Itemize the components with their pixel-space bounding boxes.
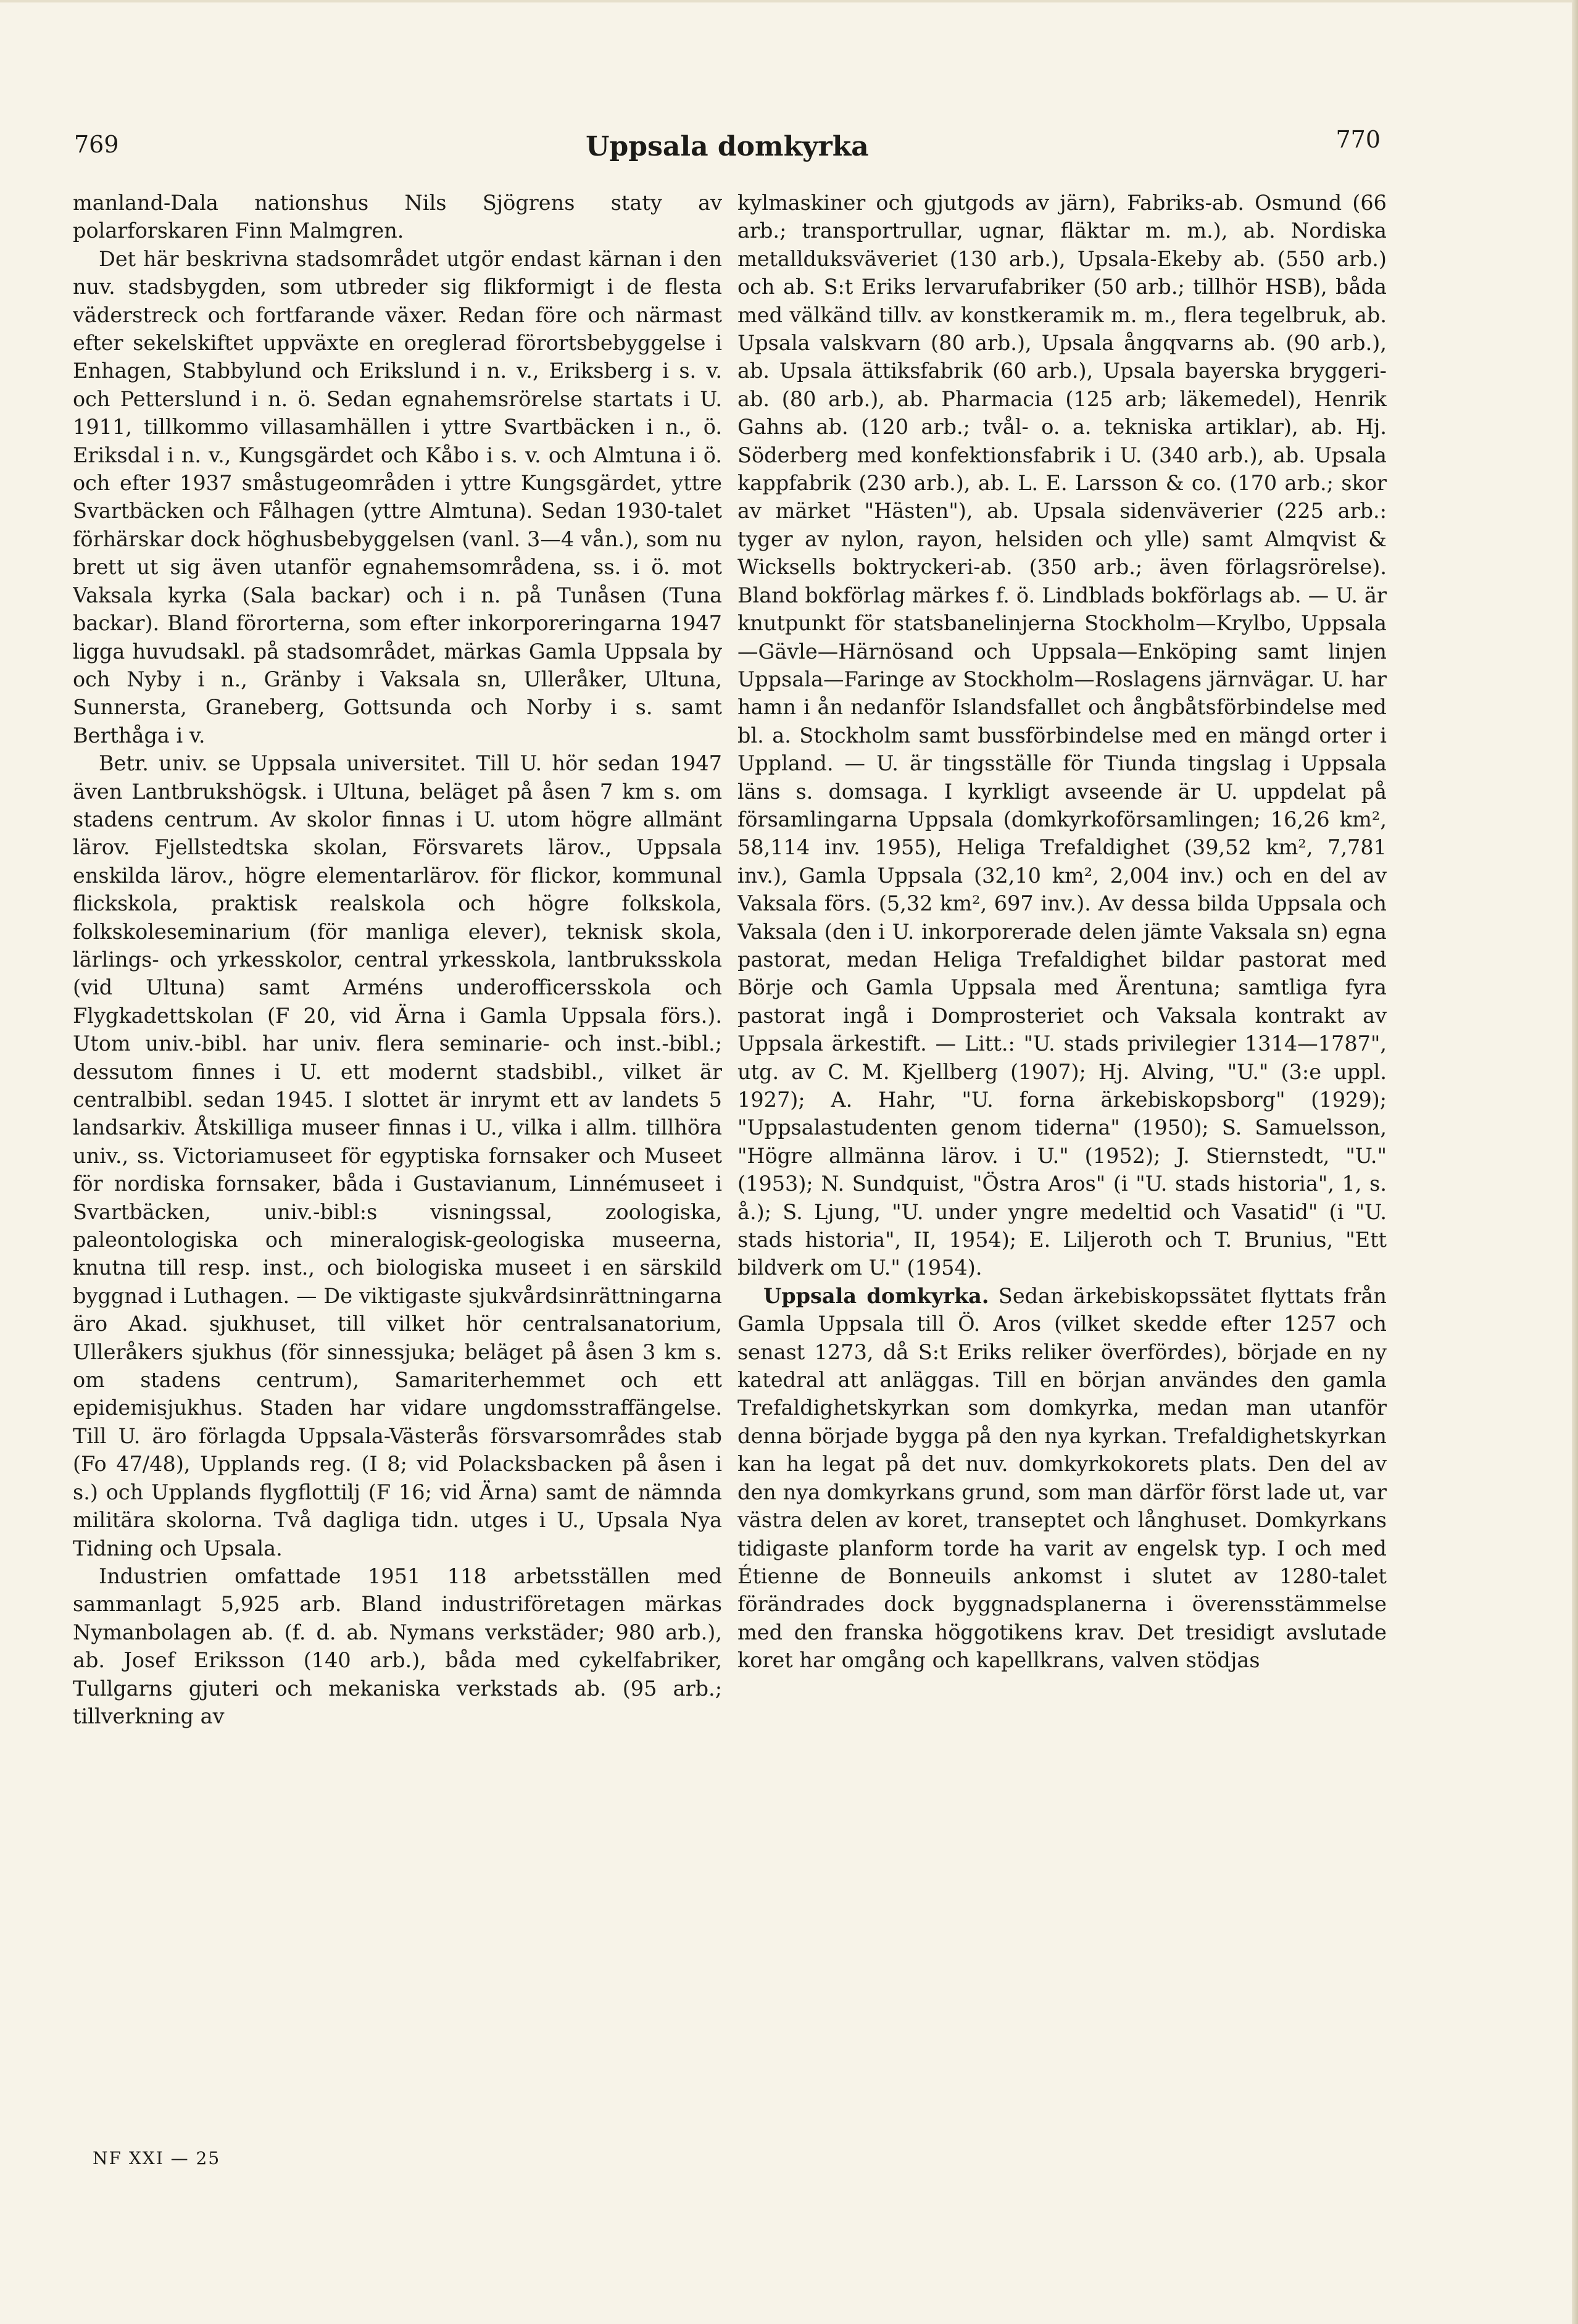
top-edge	[0, 0, 1578, 2]
page-header	[74, 126, 1381, 168]
paragraph: Betr. univ. se Uppsala universitet. Till U. hör sedan 1947 även Lantbrukshögsk. i Ultuna, beläget på åsen 7 km s. om stadens centrum. Av skolor finnas i U. utom högre allmänt lärov. Fjellstedtska skolan, Försvarets lärov., Uppsala enskilda lärov., högre elementarlärov. för flickor, kommunal flickskola, praktisk realskola och högre folkskola, folkskoleseminarium (för manliga elever), teknisk skola, lärlings- och yrkesskolor, central yrkesskola, lantbruksskola (vid Ultuna) samt Arméns underofficersskola och Flygkadettskolan (F 20, vid Ärna i Gamla Uppsala förs.). Utom univ.-bibl. har univ. flera seminarie- och inst.-bibl.; dessutom finnes i U. ett modernt stadsbibl., vilket är centralbibl. sedan 1945. I slottet är inrymt ett av landets 5 landsarkiv. Åtskilliga museer finnas i U., vilka i allm. tillhöra univ., ss. Victoriamuseet för egyptiska fornsaker och Museet för nordiska fornsaker, båda i Gustavianum, Linnémuseet i Svartbäcken, univ.-bibl:s visningssal, zoologiska, paleontologiska och mineralogisk-geologiska museerna, knutna till resp. inst., och biologiska museet i en särskild byggnad i Luthagen. — De viktigaste sjukvårdsinrättningarna äro Akad. sjukhuset, till vilket hör centralsanatorium, Ulleråkers sjukhus (för sinnessjuka; beläget på åsen 3 km s. om stadens centrum), Samariterhemmet och ett epidemisjukhus. Staden har vidare ungdomsstraffängelse. Till U. äro förlagda Uppsala-Västerås försvarsområdes stab (Fo 47/48), Upplands reg. (I 8; vid Polacksbacken på åsen i s.) och Upplands flygflottilj (F 16; vid Ärna) samt de nämnda militära skolorna. Två dagliga tidn. utges i U., Upsala Nya Tidning och Upsala.	[73, 751, 722, 1560]
right-column	[737, 189, 1387, 2127]
entry-headword: Uppsala domkyrka.	[763, 1283, 989, 1308]
article-entry	[737, 1282, 1387, 1675]
paragraph: Det här beskrivna stadsområdet utgör endast kärnan i den nuv. stadsbygden, som utbreder sig flikformigt i de flesta väderstreck och fortfarande växer. Redan före och närmast efter sekelskiftet uppväxte en oreglerad förortsbebyggelse i Enhagen, Stabbylund och Erikslund i n. v., Eriksberg i s. v. och Petterslund i n. ö. Sedan egnahemsrörelse startats i U. 1911, tillkommo villasamhällen i yttre Svartbäcken i n., ö. Eriksdal i n. v., Kungsgärdet och Kåbo i s. v. och Almtuna i ö. och efter 1937 småstugeområden i yttre Kungsgärdet, yttre Svartbäcken och Fålhagen (yttre Almtuna). Sedan 1930-talet förhärskar dock höghusbebyggelsen (vanl. 3—4 vån.), som nu brett ut sig även utanför egnahemsområdena, ss. i ö. mot Vaksala kyrka (Sala backar) och i n. på Tunåsen (Tuna backar). Bland förorterna, som efter inkorporeringarna 1947 ligga huvudsakl. på stadsområdet, märkas Gamla Uppsala by och Nyby i n., Gränby i Vaksala sn, Ulleråker, Ultuna, Sunnersta, Graneberg, Gottsunda och Norby i s. samt Berthåga i v.	[73, 246, 722, 748]
left-column	[73, 189, 722, 2127]
printer-signature: NF XXI — 25	[93, 2148, 221, 2168]
paragraph: kylmaskiner och gjutgods av järn), Fabriks-ab. Osmund (66 arb.; transportrullar, ugnar, fläktar m. m.), ab. Nordiska metallduksväveriet (130 arb.), Upsala-Ekeby ab. (550 arb.) och ab. S:t Eriks lervarufabriker (50 arb.; tillhör HSB), båda med välkänd tillv. av konstkeramik m. m., flera tegelbruk, ab. Upsala valskvarn (80 arb.), Upsala ångqvarns ab. (90 arb.), ab. Upsala ättiksfabrik (60 arb.), Upsala bayerska bryggeri-ab. (80 arb.), ab. Pharmacia (125 arb; läkemedel), Henrik Gahns ab. (120 arb.; tvål- o. a. tekniska artiklar), ab. Hj. Söderberg med konfektionsfabrik i U. (340 arb.), ab. Upsala kappfabrik (230 arb.), ab. L. E. Larsson & co. (170 arb.; skor av märket "Hästen"), ab. Upsala sidenväverier (225 arb.: tyger av nylon, rayon, helsiden och ylle) samt Almqvist & Wicksells boktryckeri-ab. (350 arb.; även förlagsrörelse). Bland bokförlag märkes f. ö. Lindblads bokförlags ab. — U. är knutpunkt för statsbanelinjerna Stockholm—Krylbo, Uppsala—Gävle—Härnösand och Uppsala—Enköping samt linjen Uppsala—Faringe av Stockholm—Roslagens järnvägar. U. har hamn i ån nedanför Islandsfallet och ångbåtsförbindelse med bl. a. Stockholm samt bussförbindelse med en mängd orter i Uppland. — U. är tingsställe för Tiunda tingslag i Uppsala läns s. domsaga. I kyrkligt avseende är U. uppdelat på församlingarna Uppsala (domkyrkoförsamlingen; 16,26 km², 58,114 inv. 1955), Heliga Trefaldighet (39,52 km², 7,781 inv.), Gamla Uppsala (32,10 km², 2,004 inv.) och en del av Vaksala förs. (5,32 km², 697 inv.). Av dessa bilda Uppsala och Vaksala (den i U. inkorporerade delen jämte Vaksala sn) egna pastorat, medan Heliga Trefaldighet bildar pastorat med Börje och Gamla Uppsala med Ärentuna; samtliga fyra pastorat ingå i Domprosteriet och Vaksala kontrakt av Uppsala ärkestift. — Litt.: "U. stads privilegier 1314—1787", utg. av C. M. Kjellberg (1907); Hj. Alving, "U." (3:e uppl. 1927); A. Hahr, "U. forna ärkebiskopsborg" (1929); "Uppsalastudenten genom tiderna" (1950); S. Samuelsson, "Högre allmänna lärov. i U." (1952); J. Stiernstedt, "U." (1953); N. Sundquist, "Östra Aros" (i "U. stads historia", 1, s. å.); S. Ljung, "U. under yngre medeltid och Vasatid" (i "U. stads historia", II, 1954); E. Liljeroth och T. Brunius, "Ett bildverk om U." (1954).	[737, 191, 1387, 1280]
page-edge	[1572, 0, 1578, 2324]
paragraph: manland-Dala nationshus Nils Sjögrens staty av polarforskaren Finn Malmgren.	[73, 191, 722, 243]
page-number-right: 770	[1335, 126, 1381, 153]
paragraph: Industrien omfattade 1951 118 arbetsställen med sammanlagt 5,925 arb. Bland industriföretagen märkas Nymanbolagen ab. (f. d. ab. Nymans verkstäder; 980 arb.), ab. Josef Eriksson (140 arb.), båda med cykelfabriker, Tullgarns gjuteri och mekaniska verkstads ab. (95 arb.; tillverkning av	[73, 1564, 722, 1728]
page-number-left: 769	[74, 131, 119, 158]
running-head: Uppsala domkyrka	[586, 131, 869, 162]
entry-text: Sedan ärkebiskopssätet flyttats från Gamla Uppsala till Ö. Aros (vilket skedde efter 1257 och senast 1273, då S:t Eriks reliker överfördes), började en ny katedral att anläggas. Till en början användes den gamla Trefaldighetskyrkan som domkyrka, medan man utanför denna började bygga på den nya kyrkan. Trefaldighetskyrkan kan ha legat på det nuv. domkyrkokorets plats. Den del av den nya domkyrkans grund, som man därför först lade ut, var västra delen av koret, transeptet och långhuset. Domkyrkans tidigaste planform torde ha varit av engelsk typ. I och med Étienne de Bonneuils ankomst i slutet av 1280-talet förändrades dock byggnadsplanerna i överensstämmelse med den franska höggotikens krav. Det tresidigt avslutade koret har omgång och kapellkrans, valven stödjas	[737, 1283, 1387, 1673]
